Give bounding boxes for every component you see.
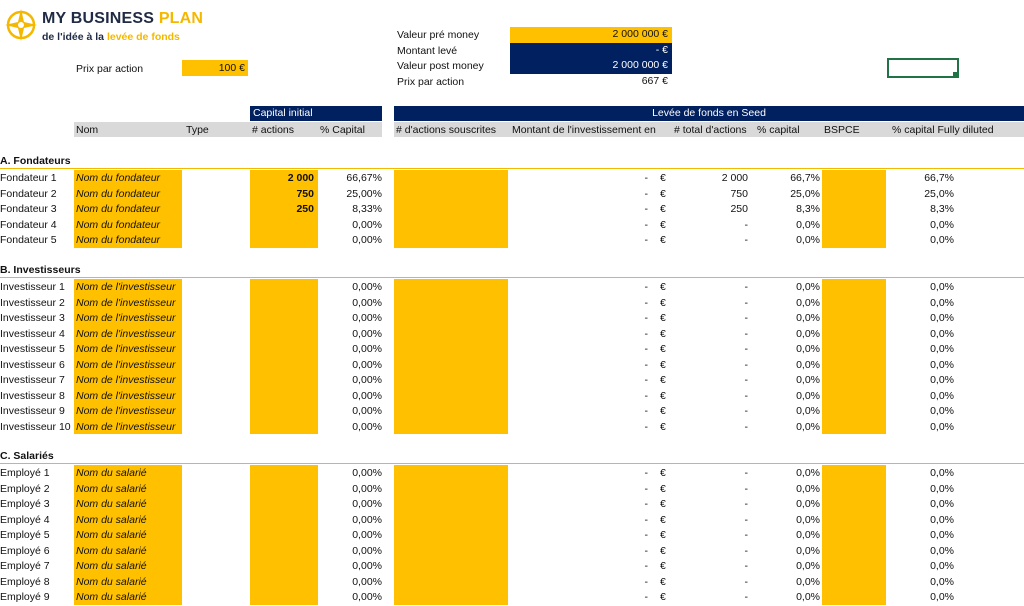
row-pct-capital: 0,00% <box>352 529 382 541</box>
row-currency: € <box>660 234 666 246</box>
row-montant: - <box>644 513 648 526</box>
summary-value: 2 000 000 € <box>510 58 672 74</box>
row-total-actions: - <box>744 560 748 572</box>
row-total-actions: - <box>744 218 748 231</box>
row-currency: € <box>660 343 666 355</box>
row-pct-capital-2: 0,0% <box>796 575 820 588</box>
row-total-actions: - <box>744 544 748 557</box>
row-pct-capital-2: 0,0% <box>796 482 820 495</box>
row-currency: € <box>660 591 666 603</box>
row-pct-capital: 0,00% <box>352 281 382 293</box>
row-montant: - <box>644 327 648 340</box>
row-pct-capital: 0,00% <box>352 327 382 340</box>
row-montant: - <box>644 529 648 541</box>
row-fully-diluted: 0,0% <box>930 389 954 402</box>
bspce-input-column[interactable] <box>822 465 886 605</box>
group-header-capital: Capital initial <box>250 106 382 121</box>
row-fully-diluted: 0,0% <box>930 420 954 433</box>
row-pct-capital: 0,00% <box>352 234 382 246</box>
row-label: Employé 2 <box>0 482 50 495</box>
row-currency: € <box>660 203 666 215</box>
col-header-type: Type <box>186 124 209 136</box>
row-total-actions: - <box>744 389 748 402</box>
row-label: Fondateur 5 <box>0 234 57 246</box>
row-currency: € <box>660 405 666 417</box>
row-pct-capital: 0,00% <box>352 560 382 572</box>
row-name[interactable]: Nom de l'investisseur <box>76 327 176 340</box>
row-label: Investisseur 7 <box>0 374 65 386</box>
row-currency: € <box>660 420 666 433</box>
row-name[interactable]: Nom de l'investisseur <box>76 281 176 293</box>
summary-label: Valeur post money <box>397 60 484 72</box>
row-label: Investisseur 6 <box>0 358 65 371</box>
row-montant: - <box>644 358 648 371</box>
row-name[interactable]: Nom de l'investisseur <box>76 312 176 324</box>
row-total-actions: - <box>744 420 748 433</box>
row-montant: - <box>644 591 648 603</box>
selected-cell[interactable] <box>887 58 959 78</box>
row-pct-capital: 0,00% <box>352 296 382 309</box>
row-fully-diluted: 0,0% <box>930 327 954 340</box>
summary-value: - € <box>510 43 672 59</box>
summary-label: Montant levé <box>397 44 458 57</box>
row-currency: € <box>660 482 666 495</box>
row-currency: € <box>660 575 666 588</box>
row-pct-capital-2: 0,0% <box>796 591 820 603</box>
summary-value[interactable]: 2 000 000 € <box>510 27 672 43</box>
row-montant: - <box>644 234 648 246</box>
row-label: Investisseur 9 <box>0 405 65 417</box>
row-name[interactable]: Nom du salarié <box>76 467 147 479</box>
row-fully-diluted: 0,0% <box>930 296 954 309</box>
row-name[interactable]: Nom du fondateur <box>76 187 161 200</box>
row-name[interactable]: Nom de l'investisseur <box>76 374 176 386</box>
row-currency: € <box>660 467 666 479</box>
row-pct-capital: 0,00% <box>352 358 382 371</box>
section-divider <box>0 168 1024 169</box>
row-label: Employé 3 <box>0 498 50 510</box>
row-montant: - <box>644 187 648 200</box>
section-divider <box>0 277 1024 278</box>
row-label: Employé 1 <box>0 467 50 479</box>
row-total-actions: - <box>744 482 748 495</box>
row-label: Investisseur 4 <box>0 327 65 340</box>
row-montant: - <box>644 203 648 215</box>
row-total-actions: - <box>744 374 748 386</box>
row-name[interactable]: Nom du salarié <box>76 513 147 526</box>
row-pct-capital-2: 0,0% <box>796 513 820 526</box>
row-pct-capital-2: 0,0% <box>796 389 820 402</box>
row-fully-diluted: 0,0% <box>930 405 954 417</box>
row-pct-capital: 0,00% <box>352 575 382 588</box>
row-pct-capital: 0,00% <box>352 544 382 557</box>
row-total-actions: - <box>744 234 748 246</box>
row-pct-capital-2: 0,0% <box>796 467 820 479</box>
row-pct-capital-2: 0,0% <box>796 218 820 231</box>
row-currency: € <box>660 218 666 231</box>
row-montant: - <box>644 312 648 324</box>
row-pct-capital: 0,00% <box>352 374 382 386</box>
col-header-actions: # actions <box>252 124 295 136</box>
row-currency: € <box>660 374 666 386</box>
row-montant: - <box>644 405 648 417</box>
row-pct-capital: 66,67% <box>346 172 382 184</box>
row-pct-capital-2: 0,0% <box>796 343 820 355</box>
row-pct-capital-2: 0,0% <box>796 234 820 246</box>
row-actions[interactable]: 750 <box>296 187 314 200</box>
row-fully-diluted: 0,0% <box>930 358 954 371</box>
row-pct-capital: 0,00% <box>352 218 382 231</box>
row-fully-diluted: 0,0% <box>930 374 954 386</box>
row-name[interactable]: Nom de l'investisseur <box>76 343 176 355</box>
col-header-bspce: BSPCE <box>824 124 860 136</box>
row-name[interactable]: Nom du salarié <box>76 529 147 541</box>
row-name[interactable]: Nom du fondateur <box>76 203 161 215</box>
col-header-nom: Nom <box>76 124 99 136</box>
row-currency: € <box>660 187 666 200</box>
row-pct-capital: 0,00% <box>352 312 382 324</box>
row-name[interactable]: Nom du fondateur <box>76 172 161 184</box>
row-name[interactable]: Nom de l'investisseur <box>76 296 176 309</box>
row-currency: € <box>660 296 666 309</box>
row-total-actions: - <box>744 343 748 355</box>
row-label: Investisseur 2 <box>0 296 65 309</box>
row-name[interactable]: Nom de l'investisseur <box>76 358 176 371</box>
actions-input-column[interactable] <box>250 465 318 605</box>
summary-label: Prix par action <box>397 75 465 88</box>
row-pct-capital-2: 0,0% <box>796 405 820 417</box>
row-total-actions: - <box>744 296 748 309</box>
row-currency: € <box>660 312 666 324</box>
row-fully-diluted: 0,0% <box>930 343 954 355</box>
row-label: Investisseur 3 <box>0 312 65 324</box>
row-total-actions: - <box>744 467 748 479</box>
row-currency: € <box>660 389 666 402</box>
row-pct-capital-2: 0,0% <box>796 560 820 572</box>
row-name[interactable]: Nom du salarié <box>76 575 147 588</box>
row-pct-capital: 0,00% <box>352 498 382 510</box>
row-currency: € <box>660 513 666 526</box>
row-total-actions: - <box>744 575 748 588</box>
row-label: Fondateur 3 <box>0 203 57 215</box>
row-name[interactable]: Nom du salarié <box>76 498 147 510</box>
row-fully-diluted: 0,0% <box>930 544 954 557</box>
row-name[interactable]: Nom du salarié <box>76 482 147 495</box>
row-label: Employé 4 <box>0 513 50 526</box>
row-currency: € <box>660 544 666 557</box>
row-fully-diluted: 66,7% <box>924 172 954 184</box>
row-name[interactable]: Nom du fondateur <box>76 234 161 246</box>
row-total-actions: 250 <box>730 203 748 215</box>
col-header-pct-capital: % Capital <box>320 124 365 136</box>
row-name[interactable]: Nom de l'investisseur <box>76 420 176 433</box>
row-pct-capital-2: 0,0% <box>796 529 820 541</box>
section-title: A. Fondateurs <box>0 155 71 167</box>
row-label: Employé 7 <box>0 560 50 572</box>
row-currency: € <box>660 498 666 510</box>
souscrites-input-column[interactable] <box>394 279 508 434</box>
row-pct-capital: 0,00% <box>352 482 382 495</box>
col-header-pct-capital-2: % capital <box>757 124 800 136</box>
row-total-actions: - <box>744 312 748 324</box>
fill-handle[interactable] <box>953 72 957 76</box>
row-montant: - <box>644 343 648 355</box>
row-pct-capital-2: 0,0% <box>796 327 820 340</box>
row-fully-diluted: 0,0% <box>930 218 954 231</box>
row-name[interactable]: Nom du salarié <box>76 560 147 572</box>
row-currency: € <box>660 560 666 572</box>
row-currency: € <box>660 281 666 293</box>
row-actions[interactable]: 250 <box>296 203 314 215</box>
row-montant: - <box>644 575 648 588</box>
row-fully-diluted: 0,0% <box>930 529 954 541</box>
row-fully-diluted: 0,0% <box>930 281 954 293</box>
section-title: C. Salariés <box>0 450 54 462</box>
row-currency: € <box>660 327 666 340</box>
row-fully-diluted: 0,0% <box>930 560 954 572</box>
row-name[interactable]: Nom du salarié <box>76 544 147 557</box>
summary-label: Valeur pré money <box>397 29 480 41</box>
row-montant: - <box>644 296 648 309</box>
col-header-montant: Montant de l'investissement en <box>512 124 656 136</box>
row-name[interactable]: Nom de l'investisseur <box>76 405 176 417</box>
row-pct-capital-2: 0,0% <box>796 296 820 309</box>
row-pct-capital-2: 0,0% <box>796 281 820 293</box>
compass-logo-icon <box>4 8 38 42</box>
row-label: Investisseur 1 <box>0 281 65 293</box>
row-name[interactable]: Nom de l'investisseur <box>76 389 176 402</box>
row-label: Investisseur 8 <box>0 389 65 402</box>
row-montant: - <box>644 218 648 231</box>
row-total-actions: - <box>744 281 748 293</box>
row-name[interactable]: Nom du salarié <box>76 591 147 603</box>
row-fully-diluted: 0,0% <box>930 482 954 495</box>
row-label: Fondateur 1 <box>0 172 57 184</box>
row-label: Fondateur 2 <box>0 187 57 200</box>
row-label: Employé 5 <box>0 529 50 541</box>
row-label: Employé 9 <box>0 591 50 603</box>
actions-input-column[interactable] <box>250 279 318 434</box>
prix-action-label: Prix par action <box>76 63 144 75</box>
section-title: B. Investisseurs <box>0 264 81 276</box>
row-total-actions: 750 <box>730 187 748 200</box>
row-fully-diluted: 0,0% <box>930 467 954 479</box>
row-total-actions: - <box>744 529 748 541</box>
row-total-actions: - <box>744 358 748 371</box>
row-montant: - <box>644 560 648 572</box>
bspce-input-column[interactable] <box>822 279 886 434</box>
summary-value: 667 € <box>641 74 668 87</box>
row-pct-capital: 8,33% <box>352 203 382 215</box>
row-currency: € <box>660 529 666 541</box>
row-pct-capital-2: 0,0% <box>796 374 820 386</box>
souscrites-input-column[interactable] <box>394 170 508 248</box>
row-pct-capital: 0,00% <box>352 591 382 603</box>
row-label: Investisseur 5 <box>0 343 65 355</box>
row-label: Employé 6 <box>0 544 50 557</box>
row-montant: - <box>644 389 648 402</box>
row-pct-capital: 25,00% <box>346 187 382 200</box>
row-fully-diluted: 0,0% <box>930 513 954 526</box>
row-montant: - <box>644 482 648 495</box>
row-total-actions: - <box>744 513 748 526</box>
row-pct-capital-2: 8,3% <box>796 203 820 215</box>
col-header-actions-souscrites: # d'actions souscrites <box>396 124 497 136</box>
row-total-actions: 2 000 <box>721 172 748 184</box>
row-pct-capital-2: 0,0% <box>796 544 820 557</box>
row-label: Employé 8 <box>0 575 50 588</box>
row-montant: - <box>644 498 648 510</box>
row-fully-diluted: 0,0% <box>930 591 954 603</box>
row-total-actions: - <box>744 498 748 510</box>
row-montant: - <box>644 172 648 184</box>
row-montant: - <box>644 420 648 433</box>
row-pct-capital: 0,00% <box>352 343 382 355</box>
row-pct-capital-2: 0,0% <box>796 312 820 324</box>
logo-title: MY BUSINESS PLAN <box>42 10 204 27</box>
section-divider <box>0 463 1024 464</box>
row-pct-capital-2: 0,0% <box>796 498 820 510</box>
row-fully-diluted: 0,0% <box>930 498 954 510</box>
row-pct-capital-2: 66,7% <box>790 172 820 184</box>
row-fully-diluted: 0,0% <box>930 575 954 588</box>
row-name[interactable]: Nom du fondateur <box>76 218 161 231</box>
col-header-fully-diluted: % capital Fully diluted <box>892 124 994 136</box>
row-total-actions: - <box>744 405 748 417</box>
row-fully-diluted: 0,0% <box>930 234 954 246</box>
bspce-input-column[interactable] <box>822 170 886 248</box>
row-label: Fondateur 4 <box>0 218 57 231</box>
row-pct-capital: 0,00% <box>352 420 382 433</box>
row-currency: € <box>660 172 666 184</box>
row-total-actions: - <box>744 327 748 340</box>
row-pct-capital-2: 0,0% <box>796 420 820 433</box>
row-montant: - <box>644 544 648 557</box>
row-pct-capital-2: 25,0% <box>790 187 820 200</box>
row-montant: - <box>644 467 648 479</box>
row-pct-capital: 0,00% <box>352 513 382 526</box>
row-fully-diluted: 25,0% <box>924 187 954 200</box>
row-currency: € <box>660 358 666 371</box>
row-pct-capital: 0,00% <box>352 389 382 402</box>
row-pct-capital-2: 0,0% <box>796 358 820 371</box>
souscrites-input-column[interactable] <box>394 465 508 605</box>
row-pct-capital: 0,00% <box>352 405 382 417</box>
row-fully-diluted: 0,0% <box>930 312 954 324</box>
row-montant: - <box>644 374 648 386</box>
row-label: Investisseur 10 <box>0 420 71 433</box>
group-header-seed: Levée de fonds en Seed <box>394 106 1024 121</box>
row-montant: - <box>644 281 648 293</box>
logo-subtitle: de l'idée à la levée de fonds <box>42 31 180 43</box>
row-fully-diluted: 8,3% <box>930 203 954 215</box>
row-actions[interactable]: 2 000 <box>287 172 314 184</box>
prix-action-cell[interactable]: 100 € <box>182 60 248 76</box>
col-header-total-actions: # total d'actions <box>674 124 747 136</box>
row-total-actions: - <box>744 591 748 603</box>
row-pct-capital: 0,00% <box>352 467 382 479</box>
